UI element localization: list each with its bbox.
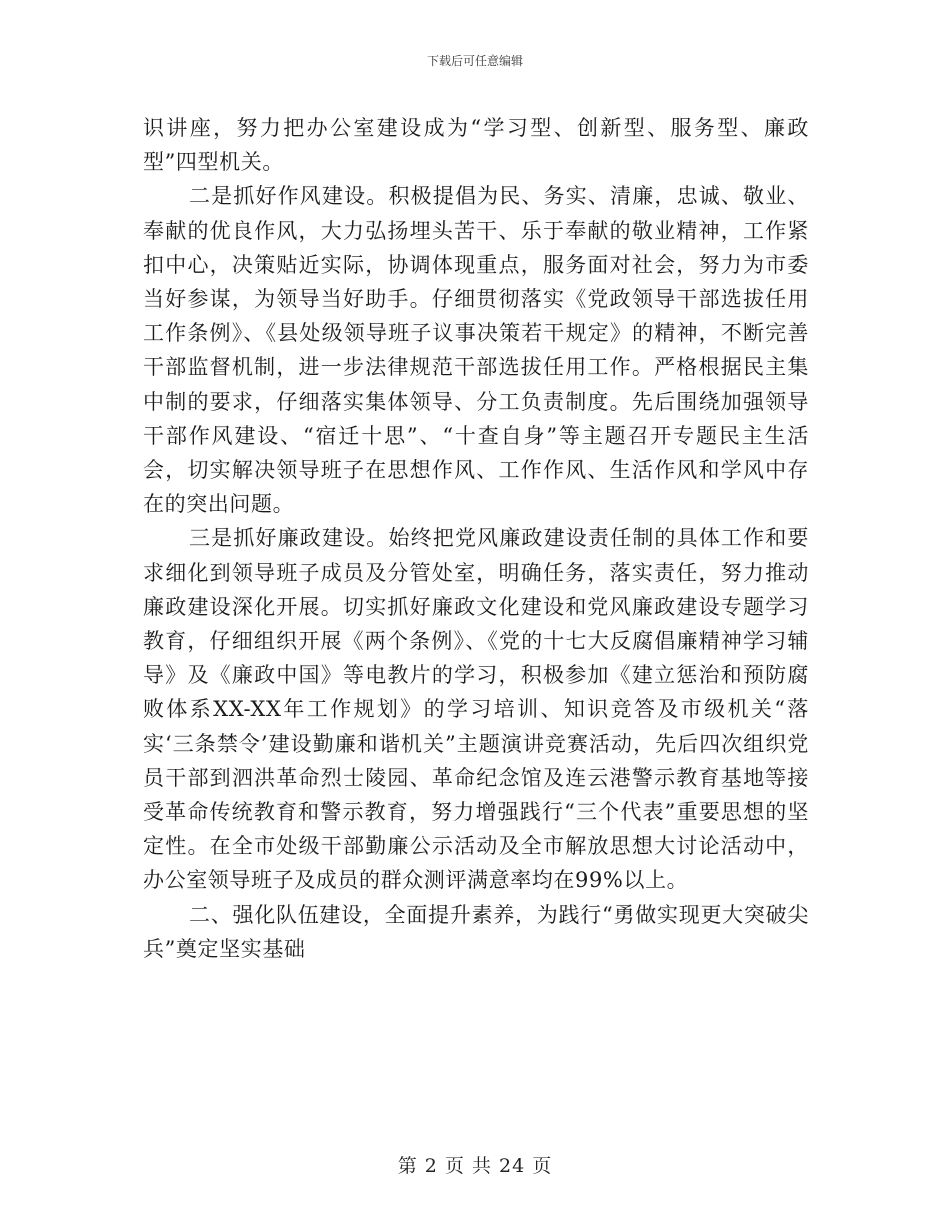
section-heading-2: 二、强化队伍建设，全面提升素养，为践行“勇做实现更大突破尖兵”奠定坚实基础: [143, 902, 809, 961]
body-paragraph-2: 二是抓好作风建设。积极提倡为民、务实、清廉，忠诚、敬业、奉献的优良作风，大力弘扬埋头苦干、乐于奉献的敬业精神，工作紧扣中心，决策贴近实际，协调体现重点，服务面对社会，努力为市委当好参谋，为领导当好助手。仔细贯彻落实《党政领导干部选拔任用工作条例》、《县处级领导班子议事决策若干规定》的精神，不断完善干部监督机制，进一步法律规范干部选拔任用工作。严格根据民主集中制的要求，仔细落实集体领导、分工负责制度。先后围绕加强领导干部作风建设、“宿迁十思”、“十查自身”等主题召开专题民主生活会，切实解决领导班子在思想作风、工作作风、生活作风和学风中存在的突出问题。: [143, 184, 809, 517]
body-paragraph-3: 三是抓好廉政建设。始终把党风廉政建设责任制的具体工作和要求细化到领导班子成员及分管处室，明确任务，落实责任，努力推动廉政建设深化开展。切实抓好廉政文化建设和党风廉政建设专题学习教育，仔细组织开展《两个条例》、《党的十七大反腐倡廉精神学习辅导》及《廉政中国》等电教片的学习，积极参加《建立惩治和预防腐败体系XX-XX年工作规划》的学习培训、知识竞答及市级机关“落实‘三条禁令’建设勤廉和谐机关”主题演讲竞赛活动，先后四次组织党员干部到泗洪革命烈士陵园、革命纪念馆及连云港警示教育基地等接受革命传统教育和警示教育，努力增强践行“三个代表”重要思想的坚定性。在全市处级干部勤廉公示活动及全市解放思想大讨论活动中，办公室领导班子及成员的群众测评满意率均在99%以上。: [143, 526, 809, 893]
document-body: [143, 111, 809, 966]
page-header-note: 下载后可任意编辑: [426, 54, 523, 68]
page-number: 第 2 页 共 24 页: [397, 1155, 553, 1177]
body-paragraph-1: 识讲座，努力把办公室建设成为“学习型、创新型、服务型、廉政型”四型机关。: [143, 116, 809, 175]
